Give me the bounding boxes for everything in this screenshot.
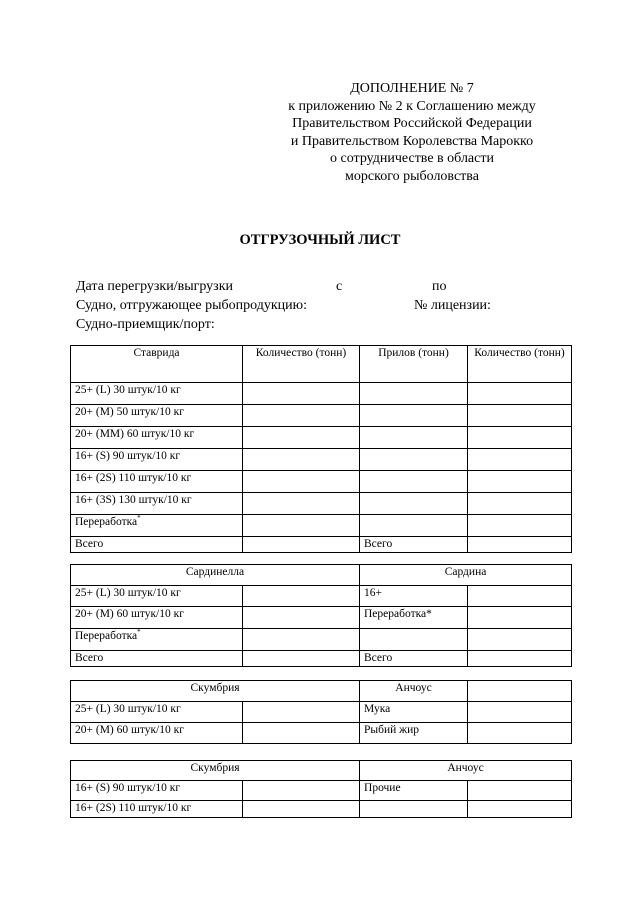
- blank-cell: [468, 493, 572, 515]
- blank-cell: [468, 607, 572, 629]
- table-row: [71, 405, 572, 427]
- total-row: [71, 651, 572, 667]
- transfer-date-label: Дата перегрузки/выгрузки: [76, 279, 233, 294]
- row-label: 16+ (S) 90 штук/10 кг: [71, 449, 243, 471]
- blank-cell: [468, 383, 572, 405]
- license-label: № лицензии:: [414, 298, 491, 313]
- total-row: [71, 537, 572, 553]
- blank-cell: [468, 629, 572, 651]
- total-label: Всего: [360, 651, 468, 667]
- blank-cell: [243, 801, 360, 818]
- header-cell: Ставрида: [71, 346, 243, 383]
- header-line: о сотрудничестве в области: [330, 151, 494, 166]
- row-label: 16+ (S) 90 штук/10 кг: [71, 781, 243, 801]
- blank-cell: [468, 449, 572, 471]
- table-row: [71, 383, 572, 405]
- header-cell: Количество (тонн): [243, 346, 360, 383]
- blank-cell: [243, 723, 360, 744]
- blank-cell: [360, 801, 468, 818]
- blank-cell: [468, 537, 572, 553]
- blank-cell: [360, 493, 468, 515]
- blank-cell: [468, 586, 572, 607]
- blank-cell: [243, 702, 360, 723]
- table-row: [71, 723, 572, 744]
- blank-cell: [360, 427, 468, 449]
- row-label: Рыбий жир: [360, 723, 468, 744]
- total-label: Всего: [71, 651, 243, 667]
- processing-label: Переработка: [75, 516, 138, 528]
- row-label: 20+ (MM) 60 штук/10 кг: [71, 427, 243, 449]
- header-cell: Скумбрия: [71, 761, 360, 781]
- processing-label: Переработка: [75, 630, 138, 642]
- row-label-processing: [71, 515, 243, 537]
- blank-cell: [360, 515, 468, 537]
- row-label: 25+ (L) 30 штук/10 кг: [71, 702, 243, 723]
- row-label: 20+ (M) 50 штук/10 кг: [71, 405, 243, 427]
- blank-cell: [468, 515, 572, 537]
- blank-cell: [243, 427, 360, 449]
- document-header: [262, 80, 562, 185]
- blank-cell: [468, 801, 572, 818]
- table-row: [71, 702, 572, 723]
- footnote-mark: *: [137, 628, 141, 637]
- row-label: 16+ (3S) 130 штук/10 кг: [71, 493, 243, 515]
- date-to-label: по: [432, 279, 447, 294]
- blank-cell: [243, 781, 360, 801]
- blank-cell: [243, 383, 360, 405]
- blank-cell: [243, 493, 360, 515]
- vessel-out-label: Судно, отгружающее рыбопродукцию:: [76, 298, 307, 313]
- table-row: [71, 515, 572, 537]
- blank-cell: [360, 471, 468, 493]
- row-label: Мука: [360, 702, 468, 723]
- blank-cell: [243, 607, 360, 629]
- header-cell: Анчоус: [360, 681, 468, 702]
- header-line: Правительством Российской Федерации: [292, 116, 532, 131]
- footnote-mark: *: [137, 514, 141, 523]
- blank-cell: [468, 651, 572, 667]
- blank-cell: [243, 586, 360, 607]
- blank-cell: [243, 471, 360, 493]
- table-row: [71, 449, 572, 471]
- table-sardinella-sardine: [70, 564, 572, 667]
- total-label: Всего: [360, 537, 468, 553]
- table-row: [71, 607, 572, 629]
- vessel-in-label: Судно-приемщик/порт:: [76, 317, 215, 332]
- row-label: Переработка*: [360, 607, 468, 629]
- date-from-label: с: [336, 279, 343, 294]
- total-label: Всего: [71, 537, 243, 553]
- table-row: [71, 586, 572, 607]
- table-row: [71, 629, 572, 651]
- row-label: 16+ (2S) 110 штук/10 кг: [71, 471, 243, 493]
- blank-cell: [360, 383, 468, 405]
- table-mackerel-anchovy-2: [70, 760, 572, 818]
- row-label: 20+ (M) 60 штук/10 кг: [71, 607, 243, 629]
- row-label-processing: [71, 629, 243, 651]
- blank-cell: [243, 449, 360, 471]
- table-header-row: [71, 681, 572, 702]
- table-header-row: [71, 346, 572, 383]
- blank-cell: [360, 629, 468, 651]
- header-line: к приложению № 2 к Соглашению между: [288, 98, 536, 114]
- header-cell: Количество (тонн): [468, 346, 572, 383]
- row-label: 16+ (2S) 110 штук/10 кг: [71, 801, 243, 818]
- header-cell: Сардина: [360, 565, 572, 586]
- table-row: [71, 781, 572, 801]
- blank-cell: [243, 405, 360, 427]
- table-row: [71, 427, 572, 449]
- blank-cell: [243, 651, 360, 667]
- blank-cell: [468, 681, 572, 702]
- header-cell: Анчоус: [360, 761, 572, 781]
- header-cell: Сардинелла: [71, 565, 360, 586]
- blank-cell: [468, 702, 572, 723]
- header-line: и Правительством Королевства Марокко: [290, 133, 534, 149]
- blank-cell: [243, 537, 360, 553]
- header-cell: Прилов (тонн): [360, 346, 468, 383]
- blank-cell: [243, 515, 360, 537]
- table-row: [71, 471, 572, 493]
- document-title: ОТГРУЗОЧНЫЙ ЛИСТ: [239, 232, 401, 248]
- blank-cell: [360, 449, 468, 471]
- blank-cell: [468, 471, 572, 493]
- row-label: 16+: [360, 586, 468, 607]
- table-row: [71, 493, 572, 515]
- blank-cell: [360, 405, 468, 427]
- table-horse-mackerel: [70, 345, 572, 553]
- blank-cell: [468, 427, 572, 449]
- row-label: 25+ (L) 30 штук/10 кг: [71, 383, 243, 405]
- row-label: 20+ (M) 60 штук/10 кг: [71, 723, 243, 744]
- blank-cell: [243, 629, 360, 651]
- row-label: Прочие: [360, 781, 468, 801]
- blank-cell: [468, 405, 572, 427]
- blank-cell: [468, 781, 572, 801]
- table-row: [71, 801, 572, 818]
- header-cell: Скумбрия: [71, 681, 360, 702]
- header-line: ДОПОЛНЕНИЕ № 7: [350, 81, 474, 96]
- table-mackerel-anchovy-1: [70, 680, 572, 744]
- table-header-row: [71, 761, 572, 781]
- table-header-row: [71, 565, 572, 586]
- blank-cell: [468, 723, 572, 744]
- row-label: 25+ (L) 30 штук/10 кг: [71, 586, 243, 607]
- header-line: морского рыболовства: [345, 168, 479, 184]
